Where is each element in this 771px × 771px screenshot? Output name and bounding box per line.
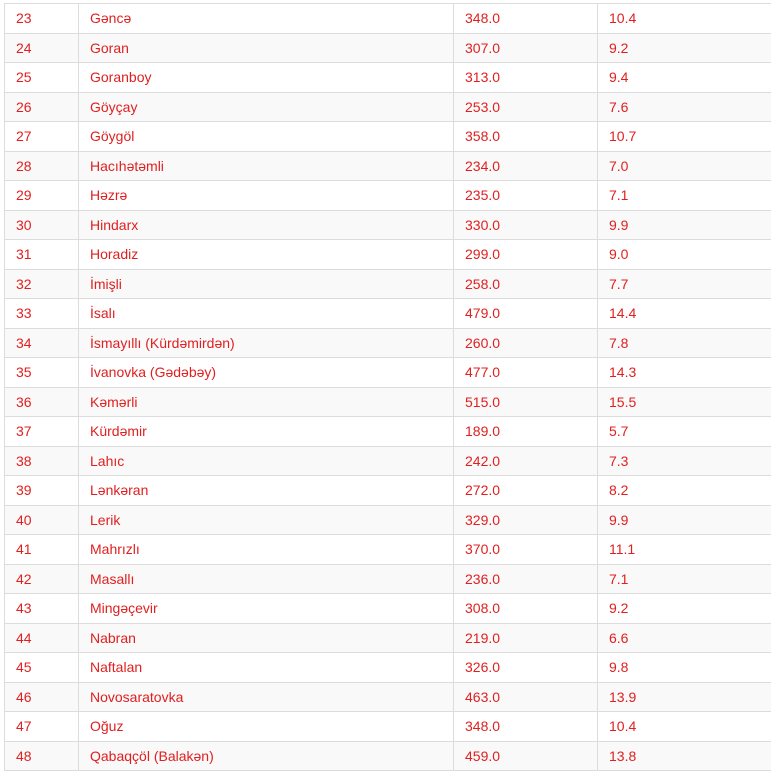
destination-name-cell: İmişli <box>79 269 454 299</box>
table-row <box>5 712 771 742</box>
row-number-cell: 27 <box>5 122 79 152</box>
value-one-cell: 272.0 <box>454 476 598 506</box>
row-number-cell: 44 <box>5 623 79 653</box>
value-one-cell: 189.0 <box>454 417 598 447</box>
destination-name-cell: Hindarx <box>79 210 454 240</box>
value-one-cell: 235.0 <box>454 181 598 211</box>
destination-name-cell: Naftalan <box>79 653 454 683</box>
row-number-cell: 46 <box>5 682 79 712</box>
value-one-cell: 463.0 <box>454 682 598 712</box>
row-number-cell: 33 <box>5 299 79 329</box>
value-one-cell: 219.0 <box>454 623 598 653</box>
value-two-cell: 10.7 <box>598 122 771 152</box>
value-two-cell: 9.9 <box>598 505 771 535</box>
value-two-cell: 5.7 <box>598 417 771 447</box>
value-one-cell: 313.0 <box>454 63 598 93</box>
row-number-cell: 28 <box>5 151 79 181</box>
destination-name-cell: Horadiz <box>79 240 454 270</box>
destination-name-cell: Masallı <box>79 564 454 594</box>
destination-name-cell: İsalı <box>79 299 454 329</box>
row-number-cell: 30 <box>5 210 79 240</box>
destination-name-cell: Kəmərli <box>79 387 454 417</box>
value-two-cell: 11.1 <box>598 535 771 565</box>
row-number-cell: 40 <box>5 505 79 535</box>
destination-name-cell: Oğuz <box>79 712 454 742</box>
value-two-cell: 7.0 <box>598 151 771 181</box>
row-number-cell: 39 <box>5 476 79 506</box>
table-row <box>5 63 771 93</box>
table-row <box>5 181 771 211</box>
value-two-cell: 14.4 <box>598 299 771 329</box>
table-row <box>5 299 771 329</box>
value-one-cell: 479.0 <box>454 299 598 329</box>
table-row <box>5 653 771 683</box>
destination-name-cell: Lerik <box>79 505 454 535</box>
table-row <box>5 505 771 535</box>
value-one-cell: 308.0 <box>454 594 598 624</box>
value-one-cell: 258.0 <box>454 269 598 299</box>
table-row <box>5 417 771 447</box>
value-one-cell: 234.0 <box>454 151 598 181</box>
value-one-cell: 242.0 <box>454 446 598 476</box>
destination-name-cell: Göyçay <box>79 92 454 122</box>
row-number-cell: 37 <box>5 417 79 447</box>
table-row <box>5 387 771 417</box>
table-row <box>5 594 771 624</box>
row-number-cell: 38 <box>5 446 79 476</box>
value-two-cell: 13.9 <box>598 682 771 712</box>
table-body <box>5 4 771 771</box>
destination-name-cell: İsmayıllı (Kürdəmirdən) <box>79 328 454 358</box>
value-two-cell: 7.1 <box>598 564 771 594</box>
table-row <box>5 446 771 476</box>
row-number-cell: 24 <box>5 33 79 63</box>
value-two-cell: 9.8 <box>598 653 771 683</box>
destination-name-cell: Goranboy <box>79 63 454 93</box>
destination-name-cell: Mingəçevir <box>79 594 454 624</box>
value-two-cell: 9.0 <box>598 240 771 270</box>
destination-name-cell: Həzrə <box>79 181 454 211</box>
value-two-cell: 9.2 <box>598 594 771 624</box>
destination-name-cell: Mahrızlı <box>79 535 454 565</box>
value-one-cell: 236.0 <box>454 564 598 594</box>
value-one-cell: 299.0 <box>454 240 598 270</box>
table-row <box>5 92 771 122</box>
value-one-cell: 477.0 <box>454 358 598 388</box>
price-table <box>4 3 771 771</box>
value-one-cell: 358.0 <box>454 122 598 152</box>
row-number-cell: 35 <box>5 358 79 388</box>
table-row <box>5 535 771 565</box>
row-number-cell: 47 <box>5 712 79 742</box>
destination-name-cell: Lahıc <box>79 446 454 476</box>
table-row <box>5 33 771 63</box>
row-number-cell: 36 <box>5 387 79 417</box>
table-row <box>5 240 771 270</box>
row-number-cell: 43 <box>5 594 79 624</box>
destination-name-cell: Hacıhətəmli <box>79 151 454 181</box>
value-one-cell: 253.0 <box>454 92 598 122</box>
value-one-cell: 348.0 <box>454 712 598 742</box>
table-row <box>5 623 771 653</box>
table-row <box>5 210 771 240</box>
destination-name-cell: Göygöl <box>79 122 454 152</box>
row-number-cell: 48 <box>5 741 79 771</box>
table-row <box>5 476 771 506</box>
destination-name-cell: Nabran <box>79 623 454 653</box>
table-row <box>5 269 771 299</box>
price-table-container <box>4 3 771 771</box>
value-two-cell: 8.2 <box>598 476 771 506</box>
value-one-cell: 260.0 <box>454 328 598 358</box>
value-two-cell: 9.9 <box>598 210 771 240</box>
value-two-cell: 13.8 <box>598 741 771 771</box>
value-two-cell: 9.2 <box>598 33 771 63</box>
table-row <box>5 682 771 712</box>
value-two-cell: 14.3 <box>598 358 771 388</box>
row-number-cell: 34 <box>5 328 79 358</box>
row-number-cell: 23 <box>5 4 79 34</box>
table-row <box>5 151 771 181</box>
table-row <box>5 4 771 34</box>
value-two-cell: 6.6 <box>598 623 771 653</box>
destination-name-cell: Kürdəmir <box>79 417 454 447</box>
value-two-cell: 9.4 <box>598 63 771 93</box>
row-number-cell: 42 <box>5 564 79 594</box>
table-row <box>5 358 771 388</box>
destination-name-cell: Gəncə <box>79 4 454 34</box>
value-one-cell: 307.0 <box>454 33 598 63</box>
value-two-cell: 15.5 <box>598 387 771 417</box>
destination-name-cell: Novosaratovka <box>79 682 454 712</box>
value-one-cell: 515.0 <box>454 387 598 417</box>
table-row <box>5 122 771 152</box>
destination-name-cell: Lənkəran <box>79 476 454 506</box>
table-row <box>5 741 771 771</box>
row-number-cell: 26 <box>5 92 79 122</box>
destination-name-cell: Qabaqçöl (Balakən) <box>79 741 454 771</box>
row-number-cell: 41 <box>5 535 79 565</box>
value-one-cell: 326.0 <box>454 653 598 683</box>
value-two-cell: 7.1 <box>598 181 771 211</box>
value-two-cell: 10.4 <box>598 712 771 742</box>
value-two-cell: 7.8 <box>598 328 771 358</box>
destination-name-cell: Goran <box>79 33 454 63</box>
row-number-cell: 31 <box>5 240 79 270</box>
value-two-cell: 7.7 <box>598 269 771 299</box>
value-one-cell: 459.0 <box>454 741 598 771</box>
value-one-cell: 370.0 <box>454 535 598 565</box>
row-number-cell: 45 <box>5 653 79 683</box>
row-number-cell: 32 <box>5 269 79 299</box>
value-one-cell: 329.0 <box>454 505 598 535</box>
value-one-cell: 348.0 <box>454 4 598 34</box>
row-number-cell: 29 <box>5 181 79 211</box>
table-row <box>5 564 771 594</box>
value-two-cell: 10.4 <box>598 4 771 34</box>
row-number-cell: 25 <box>5 63 79 93</box>
value-one-cell: 330.0 <box>454 210 598 240</box>
value-two-cell: 7.6 <box>598 92 771 122</box>
destination-name-cell: İvanovka (Gədəbəy) <box>79 358 454 388</box>
table-row <box>5 328 771 358</box>
value-two-cell: 7.3 <box>598 446 771 476</box>
